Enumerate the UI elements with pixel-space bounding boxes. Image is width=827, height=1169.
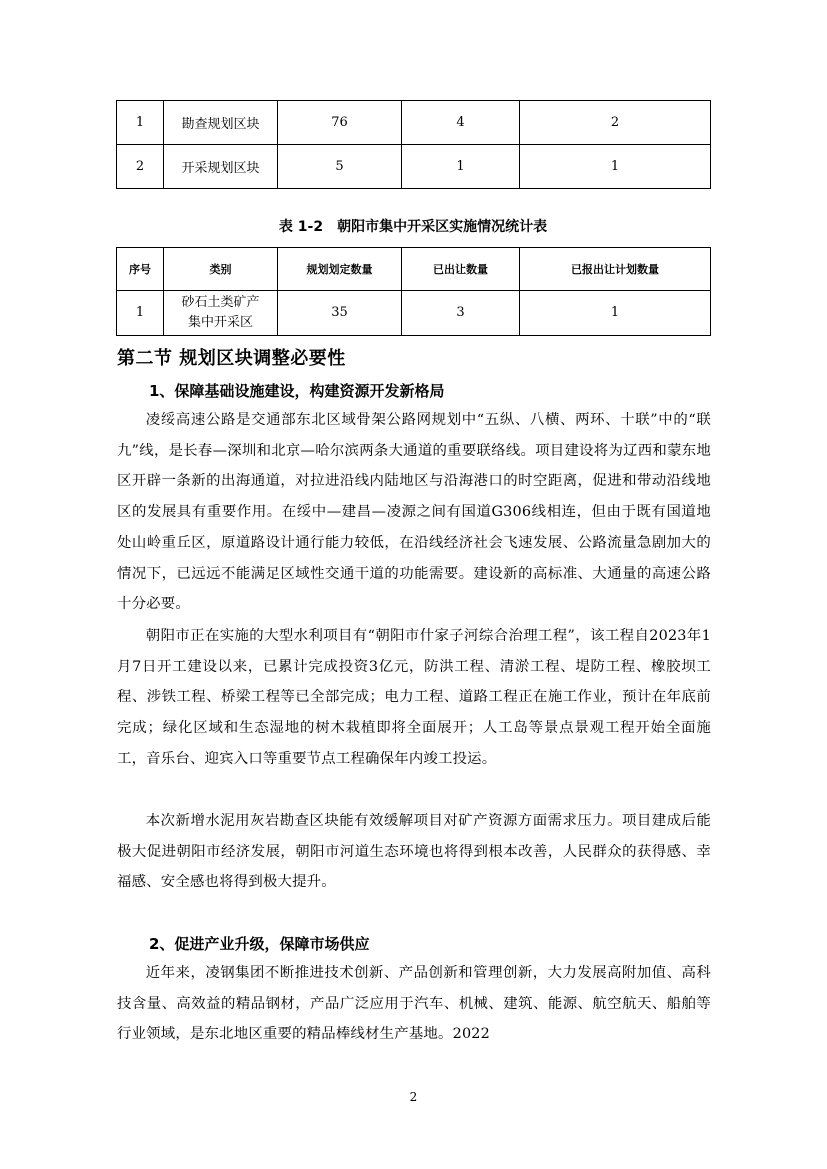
column-header: 已报出让计划数量 [520, 248, 711, 291]
table-row [117, 145, 711, 189]
page-number: 2 [409, 1090, 418, 1104]
section-heading: 第二节 规划区块调整必要性 [117, 348, 346, 369]
column-header: 规划划定数量 [278, 248, 402, 291]
planning-blocks-table [116, 100, 711, 189]
table-cell: 4 [402, 101, 520, 145]
table-caption: 表 1-2 朝阳市集中开采区实施情况统计表 [278, 219, 548, 235]
table-cell: 76 [278, 101, 402, 145]
column-header: 类别 [164, 248, 278, 291]
table-cell: 砂石土类矿产集中开采区 [164, 291, 278, 336]
table-cell: 35 [278, 291, 402, 336]
table-cell: 2 [117, 145, 164, 189]
table-row [117, 291, 711, 336]
column-header: 序号 [117, 248, 164, 291]
paragraph: 朝阳市正在实施的大型水利项目有“朝阳市什家子河综合治理工程”，该工程自2023年1月7日开工建设以来，已累计完成投资3亿元，防洪工程、清淤工程、堤防工程、橡胶坝工程、涉铁工程、桥梁工程等已全部完成；电力工程、道路工程正在施工作业，预计在年底前完成；绿化区域和生态湿地的树木栽植即将全面展开；人工岛等景点景观工程开始全面施工，音乐台、迎宾入口等重要节点工程确保年内竣工投运。 [117, 628, 711, 767]
table-cell: 1 [520, 291, 711, 336]
table-cell: 开采规划区块 [164, 145, 278, 189]
table-cell: 1 [117, 291, 164, 336]
paragraph: 本次新增水泥用灰岩勘查区块能有效缓解项目对矿产资源方面需求压力。项目建成后能极大促进朝阳市经济发展，朝阳市河道生态环境也将得到根本改善，人民群众的获得感、幸福感、安全感也将得到极大提升。 [117, 813, 711, 891]
table-cell: 1 [402, 145, 520, 189]
table-row [117, 101, 711, 145]
table-cell: 2 [520, 101, 711, 145]
table-cell: 5 [278, 145, 402, 189]
paragraph: 凌绥高速公路是交通部东北区域骨架公路网规划中“五纵、八横、两环、十联”中的“联九”线，是长春—深圳和北京—哈尔滨两条大通道的重要联络线。项目建设将为辽西和蒙东地区开辟一条新的出海通道，对拉进沿线内陆地区与沿海港口的时空距离，促进和带动沿线地区的发展具有重要作用。在绥中—建昌—凌源之间有国道G306线相连，但由于既有国道地处山岭重丘区，原道路设计通行能力较低，在沿线经济社会飞速发展、公路流量急剧加大的情况下，已远远不能满足区域性交通干道的功能需要。建设新的高标准、大通量的高速公路十分必要。 [117, 412, 711, 613]
table-cell: 3 [402, 291, 520, 336]
subsection-heading: 1、保障基础设施建设，构建资源开发新格局 [149, 382, 445, 400]
table-cell: 1 [520, 145, 711, 189]
table-cell: 1 [117, 101, 164, 145]
table-cell: 勘查规划区块 [164, 101, 278, 145]
concentrated-mining-table [116, 247, 711, 336]
column-header: 已出让数量 [402, 248, 520, 291]
table-header-row [117, 248, 711, 291]
subsection-heading: 2、促进产业升级，保障市场供应 [149, 935, 370, 953]
paragraph: 近年来，凌钢集团不断推进技术创新、产品创新和管理创新，大力发展高附加值、高科技含量、高效益的精品钢材，产品广泛应用于汽车、机械、建筑、能源、航空航天、船舶等行业领域，是东北地区重要的精品棒线材生产基地。2022 [117, 965, 711, 1043]
